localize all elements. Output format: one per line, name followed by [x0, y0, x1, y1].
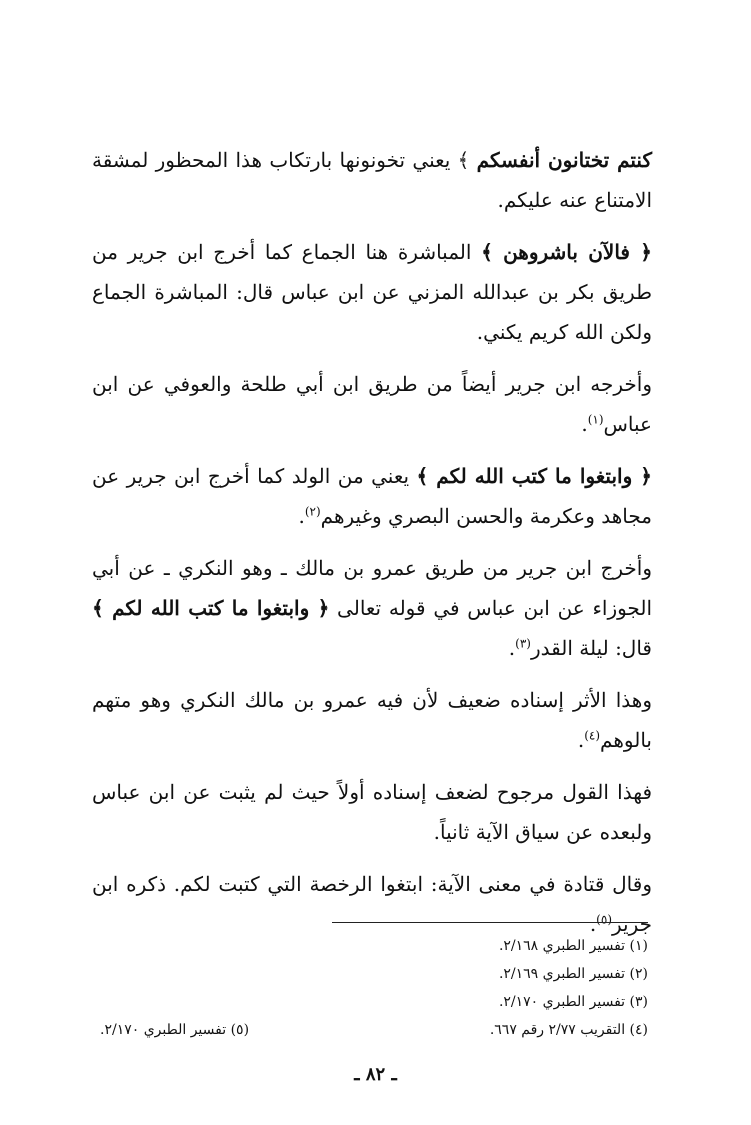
quran-phrase: ﴿ فالآن باشروهن ﴾ — [481, 240, 652, 264]
text-segment: وقال قتادة في معنى الآية: ابتغوا الرخصة التي كتبت لكم. ذكره ابن جرير — [92, 872, 652, 936]
text-segment: . — [508, 636, 516, 660]
footnote-3 — [92, 988, 648, 1016]
text-segment: المباشرة هنا الجماع كما أخرج ابن جرير من طريق بكر بن عبدالله المزني عن ابن عباس قال: المباشرة الجماع ولكن الله كريم يكني. — [92, 240, 652, 344]
paragraph-5 — [92, 548, 652, 668]
text-segment: وأخرجه ابن جرير أيضاً من طريق ابن أبي طلحة والعوفي عن ابن عباس — [92, 372, 652, 436]
footnote-text: تفسير الطبري ٢/١٦٩. — [498, 966, 626, 982]
paragraph-4 — [92, 456, 652, 536]
footnote-number: (١) — [629, 938, 648, 954]
text-segment: . — [577, 728, 585, 752]
paragraph-2 — [92, 232, 652, 352]
page-number: ـ ٨٢ ـ — [354, 1064, 397, 1085]
footnote-separator — [332, 922, 648, 923]
footnote-number: (٥) — [230, 1022, 250, 1038]
footnote-ref: (٢) — [304, 504, 321, 519]
paragraph-7 — [92, 772, 652, 852]
footnote-ref: (١) — [587, 412, 604, 427]
quran-phrase: كنتم تختانون أنفسكم — [476, 148, 652, 172]
text-segment: . — [581, 412, 588, 436]
footnote-number: (٢) — [629, 966, 648, 982]
footnote-5 — [100, 1016, 249, 1044]
text-segment: يعني من الولد كما أخرج ابن جرير عن مجاهد وعكرمة والحسن البصري وغيرهم — [92, 464, 652, 528]
text-segment: ﴾ يعني تخونونها بارتكاب هذا المحظور لمشقة الامتناع عنه عليكم. — [92, 148, 652, 212]
footnote-ref: (٣) — [515, 636, 531, 651]
text-segment: فهذا القول مرجوح لضعف إسناده أولاً حيث لم يثبت عن ابن عباس ولبعده عن سياق الآية ثانياً. — [92, 780, 652, 844]
footnote-ref: (٥) — [596, 912, 612, 927]
footnote-number: (٤) — [629, 1022, 648, 1038]
footnote-2 — [92, 960, 648, 988]
quran-phrase: ﴿ وابتغوا ما كتب الله لكم ﴾ — [416, 464, 653, 488]
paragraph-6 — [92, 680, 652, 760]
text-segment: . — [589, 912, 597, 936]
quran-phrase: ﴿ وابتغوا ما كتب الله لكم ﴾ — [92, 596, 330, 620]
text-segment: وأخرج ابن جرير من طريق عمرو بن مالك ـ وهو النكري ـ عن أبي الجوزاء عن ابن عباس في قوله تعالى — [92, 556, 652, 620]
text-segment: وهذا الأثر إسناده ضعيف لأن فيه عمرو بن مالك النكري وهو متهم بالوهم — [92, 688, 652, 752]
text-segment: قال: ليلة القدر — [530, 636, 652, 660]
footnote-text: تفسير الطبري ٢/١٧٠. — [498, 994, 626, 1010]
paragraph-3 — [92, 364, 652, 444]
paragraph-1 — [92, 140, 652, 220]
footnote-1 — [92, 932, 648, 960]
footnote-ref: (٤) — [584, 728, 601, 743]
main-text — [92, 140, 652, 956]
footnote-text: تفسير الطبري ٢/١٧٠. — [100, 1022, 227, 1038]
footnote-text: تفسير الطبري ٢/١٦٨. — [498, 938, 626, 954]
text-segment: . — [298, 504, 305, 528]
footnote-number: (٣) — [629, 994, 648, 1010]
footnote-text: التقريب ٢/٧٧ رقم ٦٦٧. — [489, 1022, 626, 1038]
